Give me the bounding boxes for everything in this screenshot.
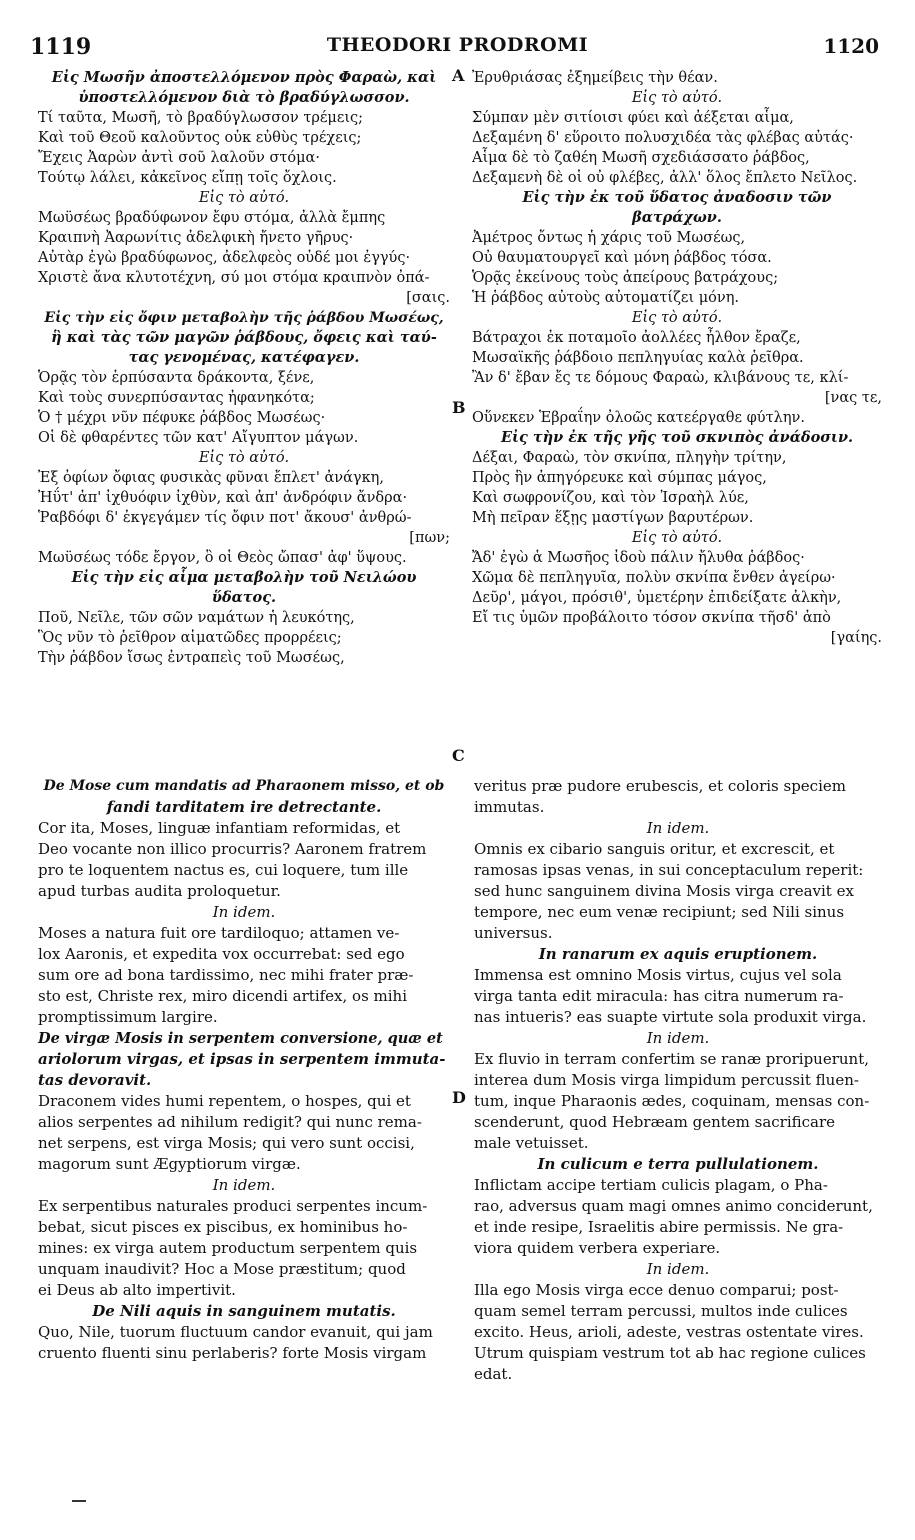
greek-left-line: Εἰς τὸ αὐτό.	[198, 190, 290, 206]
greek-left-line: Ἠΰτ' ἀπ' ἰχθυόφιν ἰχθὺν, καὶ ἀπ' ἀνδρόφιν ἄνδρα·	[38, 490, 408, 506]
greek-right-line: Εἰς τὸ αὐτό.	[631, 310, 723, 326]
latin-right-line: veritus præ pudore erubescis, et coloris speciem	[474, 777, 846, 795]
latin-right-line: universus.	[474, 924, 553, 942]
latin-left-line: De Mose cum mandatis ad Pharaonem misso, et ob	[43, 778, 445, 794]
greek-left-line: Τὴν ῥάβδον ἴσως ἐντραπεὶς τοῦ Μωσέως,	[38, 650, 345, 666]
greek-right-line: Ἂν δ' ἔβαν ἔς τε δόμους Φαραὼ, κλιβάνους τε, κλί-	[472, 370, 849, 386]
greek-right-line: Εἰς τὸ αὐτό.	[631, 530, 723, 546]
greek-left-line: Ῥαβδόφι δ' ἐκγεγάμεν τίς ὄφιν ποτ' ἄκουσ' ἀνθρώ-	[38, 510, 412, 526]
latin-left-line: sum ore ad bona tardissimo, nec mihi frater præ-	[38, 966, 414, 984]
greek-right-line: Δεξαμένη δ' εὕροιτο πολυσχιδέα τὰς φλέβας αὐτάς·	[472, 130, 854, 146]
latin-right-line: ramosas ipsas venas, in sui conceptaculum reperit:	[474, 861, 864, 879]
latin-left-line: De Nili aquis in sanguinem mutatis.	[92, 1302, 396, 1320]
greek-left-line: ἣ καὶ τὰς τῶν μαγῶν ῥάβδους, ὄφεις καὶ ταύ-	[51, 329, 437, 346]
latin-column-right	[474, 776, 882, 1385]
greek-left-line: [πων;	[409, 530, 450, 546]
latin-right-line: excito. Heus, arioli, adeste, vestras ostentate vires.	[474, 1323, 864, 1341]
greek-right-line: Πρὸς ἣν ἀπηγόρευκε καὶ σύμπας μάγος,	[472, 470, 767, 486]
greek-left-line: Αὐτὰρ ἐγὼ βραδύφωνος, ἀδελφεὸς οὐδέ μοι ἐγγύς·	[38, 250, 411, 266]
greek-right-line: Οὐ θαυματουργεῖ καὶ μόνη ῥάβδος τόσα.	[472, 250, 772, 266]
latin-right-line: Illa ego Mosis virga ecce denuo comparui; post-	[474, 1281, 839, 1299]
greek-left-line: Ἐξ ὀφίων ὄφιας φυσικὰς φῦναι ἔπλετ' ἀνάγκη,	[38, 470, 384, 486]
latin-left-line: alios serpentes ad nihilum redigit? qui nunc rema-	[38, 1113, 422, 1131]
greek-left-line: Ὁ † μέχρι νῦν πέφυκε ῥάβδος Μωσέως·	[38, 410, 326, 426]
latin-right-line: edat.	[474, 1365, 513, 1383]
latin-left-line: promptissimum largire.	[38, 1008, 218, 1026]
greek-left-line: Καὶ τοῦ Θεοῦ καλοῦντος οὐκ εὐθὺς τρέχεις;	[38, 130, 362, 146]
greek-right-line: Σύμπαν μὲν σιτίοισι φύει καὶ ἀέξεται αἷμα,	[472, 110, 794, 126]
latin-left-line: Draconem vides humi repentem, o hospes, qui et	[38, 1092, 411, 1110]
greek-right-line: Εἰς τὴν ἐκ τῆς γῆς τοῦ σκνιπὸς ἀνάδοσιν.	[500, 429, 854, 446]
greek-left-line: Εἰς τὴν εἰς ὄφιν μεταβολὴν τῆς ῥάβδου Μωσέως,	[44, 310, 444, 326]
latin-right-line: tempore, nec eum venæ recipiunt; sed Nili sinus	[474, 903, 845, 921]
latin-right-line: immutas.	[474, 798, 545, 816]
greek-right-line: Ἀμέτρος ὄντως ἡ χάρις τοῦ Μωσέως,	[472, 230, 746, 246]
greek-column-left	[38, 68, 450, 668]
latin-right-line: interea dum Mosis virga limpidum percussit fluen-	[474, 1071, 859, 1089]
greek-right-line: Ἐρυθριάσας ἐξημείβεις τὴν θέαν.	[472, 70, 718, 86]
footer-mark	[72, 1500, 86, 1502]
latin-left-line: Quo, Nile, tuorum fluctuum candor evanuit, qui jam	[38, 1323, 433, 1341]
latin-left-line: cruento fluenti sinu perlaberis? forte Mosis virgam	[38, 1344, 427, 1362]
latin-right-line: Ex fluvio in terram confertim se ranæ proripuerunt,	[474, 1050, 870, 1068]
greek-left-line: Εἰς τὸ αὐτό.	[198, 450, 290, 466]
latin-left-line: Deo vocante non illico procurris? Aaronem fratrem	[38, 840, 427, 858]
latin-right-line: Omnis ex cibario sanguis oritur, et excrescit, et	[474, 840, 835, 858]
greek-left-line: [σαις.	[406, 290, 450, 306]
greek-right-line: Ἡ ῥάβδος αὐτοὺς αὐτοματίζει μόνη.	[472, 290, 739, 306]
latin-left-line: magorum sunt Ægyptiorum virgæ.	[38, 1155, 301, 1173]
latin-right-line: sed hunc sanguinem divina Mosis virga creavit ex	[474, 882, 854, 900]
greek-right-line: Δεξαμενὴ δὲ οἱ οὐ φλέβες, ἀλλ' ὅλος ἔπλετο Νεῖλος.	[472, 170, 858, 186]
greek-left-line: Οἱ δὲ φθαρέντες τῶν κατ' Αἴγυπτον μάγων.	[38, 430, 359, 446]
margin-letter-b: B	[452, 398, 466, 417]
page-number-right: 1120	[823, 34, 879, 58]
greek-left-line: Ὁρᾷς τὸν ἑρπύσαντα δράκοντα, ξένε,	[38, 370, 315, 386]
latin-right-line: In idem.	[646, 1029, 710, 1047]
greek-left-line: Εἰς Μωσῆν ἀποστελλόμενον πρὸς Φαραὼ, καὶ	[51, 69, 437, 86]
margin-letter-d: D	[452, 1088, 466, 1107]
margin-letter-c: C	[452, 746, 465, 765]
greek-right-line: Καὶ σωφρονίζου, καὶ τὸν Ἰσραὴλ λύε,	[472, 490, 749, 506]
greek-right-line: Αἷμα δὲ τὸ ζαθέη Μωσῆ σχεδιάσσατο ῥάβδος,	[472, 150, 810, 166]
latin-right-line: male vetuisset.	[474, 1134, 589, 1152]
latin-right-line: rao, adversus quam magi omnes animo conciderunt,	[474, 1197, 873, 1215]
latin-left-line: pro te loquentem nactus es, cui loquere, tum ille	[38, 861, 409, 879]
latin-right-line: Inflictam accipe tertiam culicis plagam, o Pha-	[474, 1176, 828, 1194]
latin-right-line: virga tanta edit miracula: has citra numerum ra-	[474, 987, 844, 1005]
latin-right-line: Utrum quispiam vestrum tot ab hac regione culices	[474, 1344, 866, 1362]
latin-left-line: sto est, Christe rex, miro dicendi artifex, os mihi	[38, 987, 408, 1005]
latin-left-line: Cor ita, Moses, linguæ infantiam reformidas, et	[38, 819, 401, 837]
greek-left-line: Μωϋσέως τόδε ἔργον, ὃ οἱ Θεὸς ὤπασ' ἀφ' ὕψους.	[38, 550, 407, 566]
greek-right-line: Εἴ τις ὑμῶν προβάλοιτο τόσον σκνίπα τῆσδ' ἀπὸ	[472, 610, 831, 626]
latin-left-line: In idem.	[212, 903, 276, 921]
greek-right-line: [γαίης.	[830, 630, 882, 646]
greek-right-line: [νας τε,	[824, 390, 882, 406]
greek-right-line: Εἰς τὸ αὐτό.	[631, 90, 723, 106]
greek-right-line: Δεῦρ', μάγοι, πρόσιθ', ὑμετέρην ἐπιδείξατε ἀλκὴν,	[472, 590, 842, 606]
greek-left-line: Ἔχεις Ἀαρὼν ἀντὶ σοῦ λαλοῦν στόμα·	[38, 150, 320, 166]
greek-right-line: Εἰς τὴν ἐκ τοῦ ὕδατος ἀναδοσιν τῶν	[522, 189, 832, 206]
latin-left-line: De virgæ Mosis in serpentem conversione, quæ et	[38, 1030, 443, 1047]
greek-left-line: Τούτῳ λάλει, κἀκεῖνος εἴπῃ τοῖς ὄχλοις.	[38, 170, 337, 186]
greek-left-line: Χριστὲ ἄνα κλυτοτέχνη, σύ μοι στόμα κραιπνὸν ὀπά-	[38, 270, 430, 286]
latin-left-line: ariolorum virgas, et ipsas in serpentem immuta-	[38, 1050, 446, 1068]
greek-right-line: βατράχων.	[632, 209, 722, 226]
greek-left-line: Μωϋσέως βραδύφωνον ἔφυ στόμα, ἀλλὰ ἔμπης	[38, 210, 386, 226]
greek-left-line: Ποῦ, Νεῖλε, τῶν σῶν ναμάτων ἡ λευκότης,	[38, 610, 355, 626]
running-title: THEODORI PRODROMI	[326, 34, 589, 56]
greek-left-line: Κραιπνὴ Ἀαρωνίτις ἀδελφικὴ ἤνετο γῆρυς·	[38, 230, 354, 246]
greek-left-line: Καὶ τοὺς συνερπύσαντας ἠφανηκότα;	[38, 390, 315, 406]
latin-left-line: bebat, sicut pisces ex piscibus, ex hominibus ho-	[38, 1218, 408, 1236]
latin-left-line: In idem.	[212, 1176, 276, 1194]
greek-right-line: Ὁρᾷς ἐκείνους τοὺς ἀπείρους βατράχους;	[472, 270, 779, 286]
latin-right-line: viora quidem verbera experiare.	[474, 1239, 721, 1257]
greek-right-line: Μωσαϊκῆς ῥάβδοιο πεπληγυίας καλὰ ῥεῖθρα.	[472, 350, 804, 366]
latin-left-line: apud turbas audita proloquetur.	[38, 882, 281, 900]
latin-column-left	[38, 776, 450, 1364]
greek-right-line: Χῶμα δὲ πεπληγυῖα, πολὺν σκνίπα ἔνθεν ἀγείρω·	[472, 570, 836, 586]
latin-left-line: ei Deus ab alto impertivit.	[38, 1281, 236, 1299]
latin-left-line: lox Aaronis, et expedita vox occurrebat: sed ego	[38, 945, 405, 963]
latin-right-line: In idem.	[646, 1260, 710, 1278]
latin-left-line: net serpens, est virga Mosis; qui vero sunt occisi,	[38, 1134, 415, 1152]
greek-right-line: Μὴ πεῖραν ἕξῃς μαστίγων βαρυτέρων.	[472, 510, 754, 526]
greek-column-right	[472, 68, 882, 648]
latin-left-line: Moses a natura fuit ore tardiloquo; attamen ve-	[38, 924, 400, 942]
latin-left-line: tas devoravit.	[38, 1071, 152, 1089]
latin-right-line: scenderunt, quod Hebræam gentem sacrificare	[474, 1113, 836, 1131]
latin-right-line: et inde resipe, Israelitis abire permissis. Ne gra-	[474, 1218, 844, 1236]
latin-right-line: In idem.	[646, 819, 710, 837]
latin-left-line: Ex serpentibus naturales produci serpentes incum-	[38, 1197, 428, 1215]
greek-left-line: Ὃς νῦν τὸ ῥεῖθρον αἱματῶδες προρρέεις;	[38, 630, 342, 646]
latin-right-line: quam semel terram percussi, multos inde culices	[474, 1302, 848, 1320]
latin-left-line: fandi tarditatem ire detrectante.	[106, 798, 382, 816]
latin-left-line: unquam inaudivit? Hoc a Mose præstitum; quod	[38, 1260, 406, 1278]
greek-right-line: Οὕνεκεν Ἑβραΐην ὀλοῶς κατεέργαθε φύτλην.	[472, 410, 805, 426]
greek-left-line: ὑποστελλόμενον διὰ τὸ βραδύγλωσσον.	[78, 89, 410, 106]
greek-right-line: Ἄδ' ἐγὼ ἁ Μωσῆος ἰδοὺ πάλιν ἤλυθα ῥάβδος·	[472, 550, 805, 566]
latin-right-line: nas intueris? eas suapte virtute sola produxit virga.	[474, 1008, 867, 1026]
latin-right-line: tum, inque Pharaonis ædes, coquinam, mensas con-	[474, 1092, 870, 1110]
page-number-left: 1119	[30, 34, 92, 60]
greek-left-line: τας γενομένας, κατέφαγεν.	[128, 349, 360, 366]
margin-letter-a: A	[452, 66, 465, 85]
greek-left-line: Τί ταῦτα, Μωσῆ, τὸ βραδύγλωσσον τρέμεις;	[38, 110, 364, 126]
latin-left-line: mines: ex virga autem productum serpentem quis	[38, 1239, 418, 1257]
greek-left-line: Εἰς τὴν εἰς αἷμα μεταβολὴν τοῦ Νειλώου	[71, 569, 417, 586]
latin-right-line: In ranarum ex aquis eruptionem.	[538, 945, 818, 963]
latin-right-line: In culicum e terra pullulationem.	[537, 1155, 819, 1173]
greek-right-line: Βάτραχοι ἐκ ποταμοῖο ἀολλέες ἦλθον ἔραζε,	[472, 330, 801, 346]
greek-right-line: Δέξαι, Φαραὼ, τὸν σκνίπα, πληγὴν τρίτην,	[472, 450, 787, 466]
greek-left-line: ὕδατος.	[211, 589, 277, 606]
latin-right-line: Immensa est omnino Mosis virtus, cujus vel sola	[474, 966, 842, 984]
